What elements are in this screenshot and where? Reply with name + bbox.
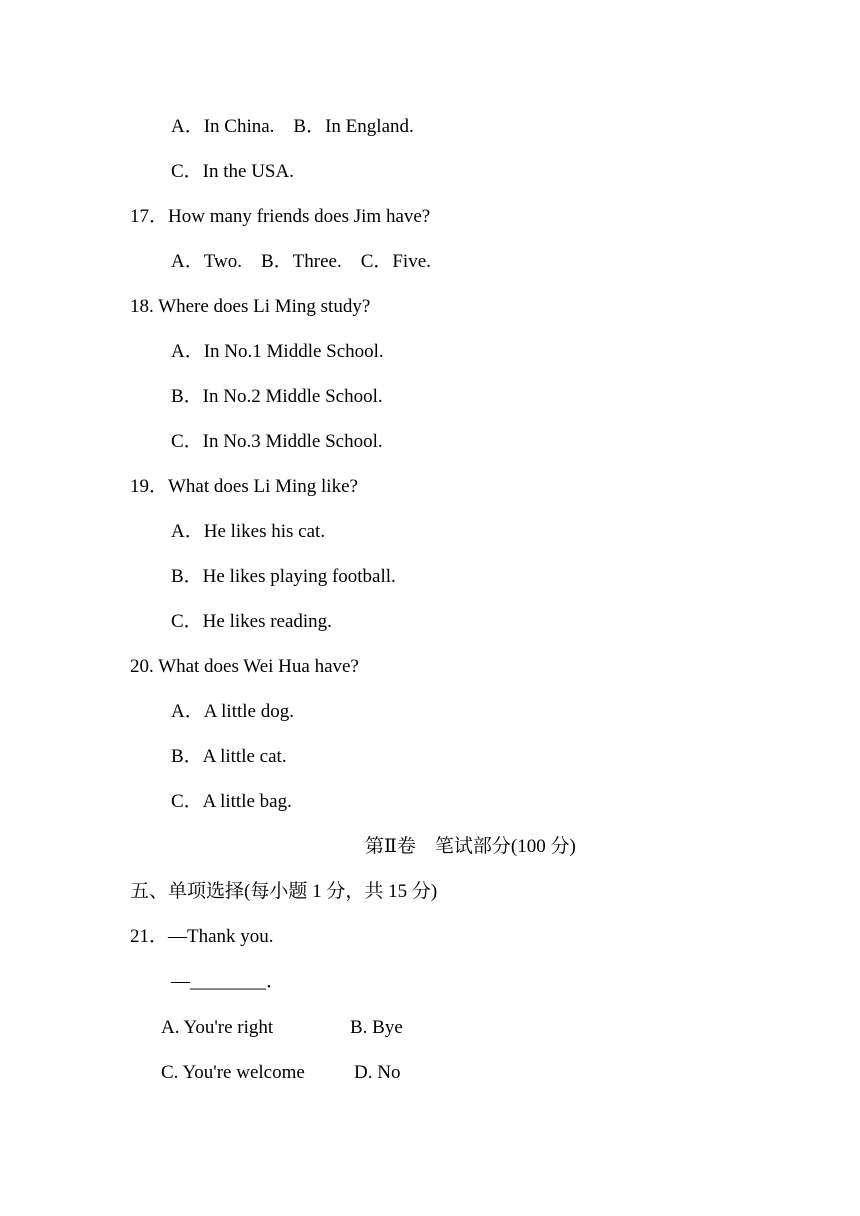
q18-question: 18. Where does Li Ming study?: [130, 296, 371, 317]
q19-option-b: B．He likes playing football.: [171, 566, 396, 587]
q18-option-b: B．In No.2 Middle School.: [171, 386, 383, 407]
q21-question: 21．—Thank you.: [130, 926, 274, 947]
q16-options-line1: A．In China. B．In England.: [171, 116, 414, 137]
q20-option-a: A．A little dog.: [171, 701, 294, 722]
q21-option-c: C. You're welcome: [161, 1062, 305, 1083]
part2-title: 第Ⅱ卷 笔试部分(100 分): [365, 836, 576, 857]
q20-question: 20. What does Wei Hua have?: [130, 656, 359, 677]
q21-response-blank: —________．: [171, 971, 286, 992]
q21-option-a: A. You're right: [161, 1017, 274, 1038]
q18-option-c: C．In No.3 Middle School.: [171, 431, 383, 452]
q20-option-b: B．A little cat.: [171, 746, 287, 767]
q16-options-line2: C．In the USA.: [171, 161, 294, 182]
q18-option-a: A．In No.1 Middle School.: [171, 341, 384, 362]
q20-option-c: C．A little bag.: [171, 791, 292, 812]
q21-option-d: D. No: [354, 1062, 401, 1083]
q17-options: A．Two. B．Three. C．Five.: [171, 251, 431, 272]
q17-question: 17．How many friends does Jim have?: [130, 206, 431, 227]
q19-option-c: C．He likes reading.: [171, 611, 332, 632]
q19-option-a: A．He likes his cat.: [171, 521, 326, 542]
q19-question: 19．What does Li Ming like?: [130, 476, 358, 497]
section5-heading: 五、单项选择(每小题 1 分，共 15 分): [130, 881, 438, 902]
q21-option-b: B. Bye: [350, 1017, 403, 1038]
